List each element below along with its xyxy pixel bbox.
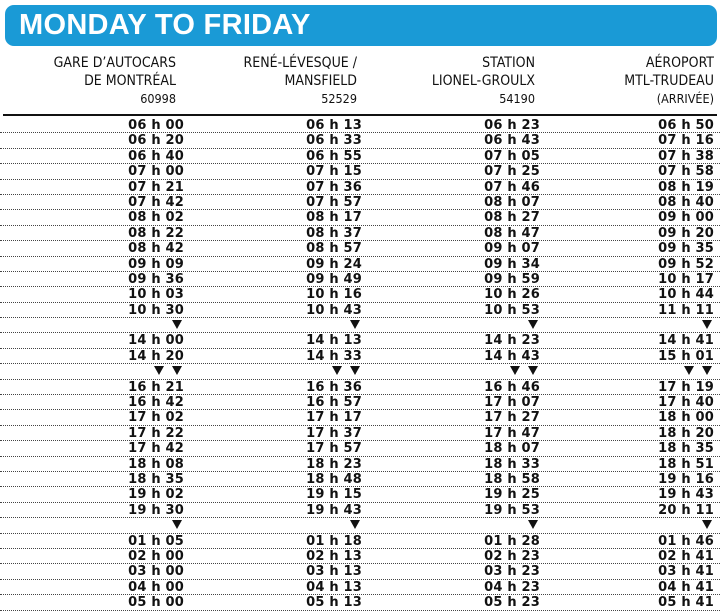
- table-row: [0, 241, 720, 256]
- departure-time: 08 h 22: [128, 225, 184, 241]
- departure-time: 03 h 23: [484, 564, 540, 580]
- departure-time: 03 h 13: [306, 564, 362, 580]
- table-row: [0, 164, 720, 179]
- departure-time: 09 h 52: [658, 256, 714, 272]
- departure-time: 10 h 44: [658, 287, 714, 303]
- down-arrow-icon: [702, 320, 712, 329]
- table-row: [0, 534, 720, 549]
- departure-time: 18 h 33: [484, 456, 540, 472]
- departure-time: 14 h 00: [128, 333, 184, 349]
- departure-time: 20 h 11: [658, 502, 714, 518]
- departure-time: 07 h 25: [484, 164, 540, 180]
- table-row: [0, 303, 720, 318]
- departure-time: 07 h 57: [306, 194, 362, 210]
- departure-time: 19 h 53: [484, 502, 540, 518]
- table-row: [0, 133, 720, 148]
- table-row: [0, 333, 720, 348]
- departure-time: 14 h 41: [658, 333, 714, 349]
- departure-time: 02 h 23: [484, 548, 540, 564]
- table-row: [0, 257, 720, 272]
- departure-time: 18 h 08: [128, 456, 184, 472]
- departure-time: 01 h 05: [128, 533, 184, 549]
- down-arrow-icon: [172, 520, 182, 529]
- departure-time: 14 h 23: [484, 333, 540, 349]
- table-row: [0, 380, 720, 395]
- departure-time: 18 h 35: [128, 471, 184, 487]
- table-row: [0, 472, 720, 487]
- departure-time: 09 h 35: [658, 241, 714, 257]
- departure-time: 18 h 23: [306, 456, 362, 472]
- departure-time: 14 h 33: [306, 348, 362, 364]
- departure-time: 17 h 17: [306, 410, 362, 426]
- departure-time: 17 h 19: [658, 379, 714, 395]
- down-arrow-icon: [528, 366, 538, 375]
- departure-time: 09 h 24: [306, 256, 362, 272]
- timetable: [0, 118, 720, 611]
- departure-time: 10 h 17: [658, 271, 714, 287]
- schedule-banner: [5, 5, 717, 46]
- table-row: [0, 226, 720, 241]
- departure-time: 07 h 42: [128, 194, 184, 210]
- table-row: [0, 195, 720, 210]
- stop-code: 54190: [499, 91, 535, 106]
- table-row: [0, 503, 720, 518]
- table-row: [0, 272, 720, 287]
- stop-header-rene-levesque: RENÉ-LÉVESQUE / MANSFIELD 52529: [243, 55, 357, 106]
- departure-time: 07 h 38: [658, 148, 714, 164]
- table-row: [0, 149, 720, 164]
- departure-time: 19 h 43: [658, 487, 714, 503]
- down-arrow-icon: [702, 520, 712, 529]
- departure-time: 11 h 11: [658, 302, 714, 318]
- departure-time: 09 h 49: [306, 271, 362, 287]
- departure-time: 07 h 05: [484, 148, 540, 164]
- departure-time: 08 h 40: [658, 194, 714, 210]
- table-row: [0, 410, 720, 425]
- departure-time: 16 h 46: [484, 379, 540, 395]
- departure-time: 05 h 41: [658, 595, 714, 611]
- down-arrow-icon: [510, 366, 520, 375]
- departure-time: 04 h 23: [484, 579, 540, 595]
- stop-header-gare-autocars: GARE D’AUTOCARS DE MONTRÉAL 60998: [53, 55, 176, 106]
- departure-time: 18 h 48: [306, 471, 362, 487]
- departure-time: 07 h 15: [306, 164, 362, 180]
- departure-time: 08 h 42: [128, 241, 184, 257]
- departure-time: 14 h 20: [128, 348, 184, 364]
- down-arrow-icon: [332, 366, 342, 375]
- departure-time: 06 h 43: [484, 133, 540, 149]
- departure-time: 07 h 46: [484, 179, 540, 195]
- departure-time: 07 h 36: [306, 179, 362, 195]
- departure-time: 08 h 02: [128, 210, 184, 226]
- down-arrow-icon: [684, 366, 694, 375]
- departure-time: 10 h 03: [128, 287, 184, 303]
- header-divider: [3, 114, 717, 116]
- table-row: [0, 210, 720, 225]
- departure-time: 19 h 02: [128, 487, 184, 503]
- departure-time: 05 h 13: [306, 595, 362, 611]
- table-row: [0, 426, 720, 441]
- schedule-title: MONDAY TO FRIDAY: [19, 9, 311, 41]
- departure-time: 18 h 58: [484, 471, 540, 487]
- departure-time: 06 h 40: [128, 148, 184, 164]
- departure-time: 09 h 59: [484, 271, 540, 287]
- departure-time: 14 h 43: [484, 348, 540, 364]
- departure-time: 19 h 43: [306, 502, 362, 518]
- departure-time: 17 h 22: [128, 425, 184, 441]
- table-row: [0, 118, 720, 133]
- down-arrow-icon: [528, 520, 538, 529]
- departure-time: 18 h 51: [658, 456, 714, 472]
- departure-time: 02 h 41: [658, 548, 714, 564]
- departure-time: 04 h 13: [306, 579, 362, 595]
- table-row: [0, 349, 720, 364]
- table-row: [0, 580, 720, 595]
- down-arrow-icon: [350, 320, 360, 329]
- departure-time: 10 h 53: [484, 302, 540, 318]
- stop-code: (ARRIVÉE): [656, 91, 714, 106]
- departure-time: 19 h 15: [306, 487, 362, 503]
- down-arrow-icon: [702, 366, 712, 375]
- departure-time: 07 h 16: [658, 133, 714, 149]
- departure-time: 09 h 34: [484, 256, 540, 272]
- departure-time: 05 h 23: [484, 595, 540, 611]
- departure-time: 05 h 00: [128, 595, 184, 611]
- table-row: [0, 564, 720, 579]
- departure-time: 08 h 37: [306, 225, 362, 241]
- departure-time: 17 h 47: [484, 425, 540, 441]
- departure-time: 06 h 20: [128, 133, 184, 149]
- down-arrow-icon: [350, 366, 360, 375]
- departure-time: 17 h 07: [484, 395, 540, 411]
- departure-time: 09 h 36: [128, 271, 184, 287]
- departure-time: 18 h 00: [658, 410, 714, 426]
- departure-time: 03 h 41: [658, 564, 714, 580]
- stop-headers: [0, 54, 720, 114]
- departure-time: 17 h 02: [128, 410, 184, 426]
- departure-time: 02 h 00: [128, 548, 184, 564]
- departure-time: 18 h 07: [484, 441, 540, 457]
- departure-time: 09 h 07: [484, 241, 540, 257]
- departure-time: 01 h 28: [484, 533, 540, 549]
- departure-time: 03 h 00: [128, 564, 184, 580]
- departure-time: 19 h 30: [128, 502, 184, 518]
- table-row: [0, 180, 720, 195]
- table-row: [0, 395, 720, 410]
- departure-time: 18 h 35: [658, 441, 714, 457]
- departure-time: 17 h 57: [306, 441, 362, 457]
- departure-time: 10 h 16: [306, 287, 362, 303]
- departure-time: 14 h 13: [306, 333, 362, 349]
- departure-time: 07 h 00: [128, 164, 184, 180]
- table-row: [0, 287, 720, 302]
- departure-time: 01 h 46: [658, 533, 714, 549]
- stop-code: 60998: [140, 91, 176, 106]
- departure-time: 06 h 13: [306, 118, 362, 133]
- departure-time: 15 h 01: [658, 348, 714, 364]
- stop-header-airport: AÉROPORT MTL-TRUDEAU (ARRIVÉE): [624, 55, 714, 106]
- table-row: [0, 487, 720, 502]
- departure-time: 17 h 37: [306, 425, 362, 441]
- down-arrow-icon: [154, 366, 164, 375]
- down-arrow-icon: [172, 320, 182, 329]
- departure-time: 06 h 55: [306, 148, 362, 164]
- table-row: [0, 441, 720, 456]
- service-gap-row: [0, 318, 720, 333]
- departure-time: 16 h 57: [306, 395, 362, 411]
- down-arrow-icon: [172, 366, 182, 375]
- departure-time: 10 h 26: [484, 287, 540, 303]
- departure-time: 06 h 00: [128, 118, 184, 133]
- departure-time: 09 h 09: [128, 256, 184, 272]
- departure-time: 06 h 23: [484, 118, 540, 133]
- departure-time: 16 h 36: [306, 379, 362, 395]
- departure-time: 08 h 27: [484, 210, 540, 226]
- departure-time: 16 h 42: [128, 395, 184, 411]
- departure-time: 02 h 13: [306, 548, 362, 564]
- departure-time: 09 h 20: [658, 225, 714, 241]
- down-arrow-icon: [350, 520, 360, 529]
- departure-time: 08 h 19: [658, 179, 714, 195]
- down-arrow-icon: [528, 320, 538, 329]
- table-row: [0, 457, 720, 472]
- departure-time: 17 h 40: [658, 395, 714, 411]
- table-row: [0, 595, 720, 610]
- departure-time: 08 h 47: [484, 225, 540, 241]
- departure-time: 06 h 33: [306, 133, 362, 149]
- departure-time: 08 h 07: [484, 194, 540, 210]
- departure-time: 04 h 00: [128, 579, 184, 595]
- stop-code: 52529: [321, 91, 357, 106]
- departure-time: 19 h 25: [484, 487, 540, 503]
- departure-time: 10 h 30: [128, 302, 184, 318]
- departure-time: 19 h 16: [658, 471, 714, 487]
- service-gap-row: [0, 364, 720, 379]
- departure-time: 07 h 58: [658, 164, 714, 180]
- departure-time: 06 h 50: [658, 118, 714, 133]
- departure-time: 08 h 57: [306, 241, 362, 257]
- departure-time: 04 h 41: [658, 579, 714, 595]
- departure-time: 09 h 00: [658, 210, 714, 226]
- stop-header-lionel-groulx: STATION LIONEL-GROULX 54190: [431, 55, 535, 106]
- departure-time: 16 h 21: [128, 379, 184, 395]
- departure-time: 17 h 42: [128, 441, 184, 457]
- departure-time: 01 h 18: [306, 533, 362, 549]
- departure-time: 10 h 43: [306, 302, 362, 318]
- table-row: [0, 549, 720, 564]
- departure-time: 18 h 20: [658, 425, 714, 441]
- departure-time: 08 h 17: [306, 210, 362, 226]
- service-gap-row: [0, 518, 720, 533]
- departure-time: 07 h 21: [128, 179, 184, 195]
- departure-time: 17 h 27: [484, 410, 540, 426]
